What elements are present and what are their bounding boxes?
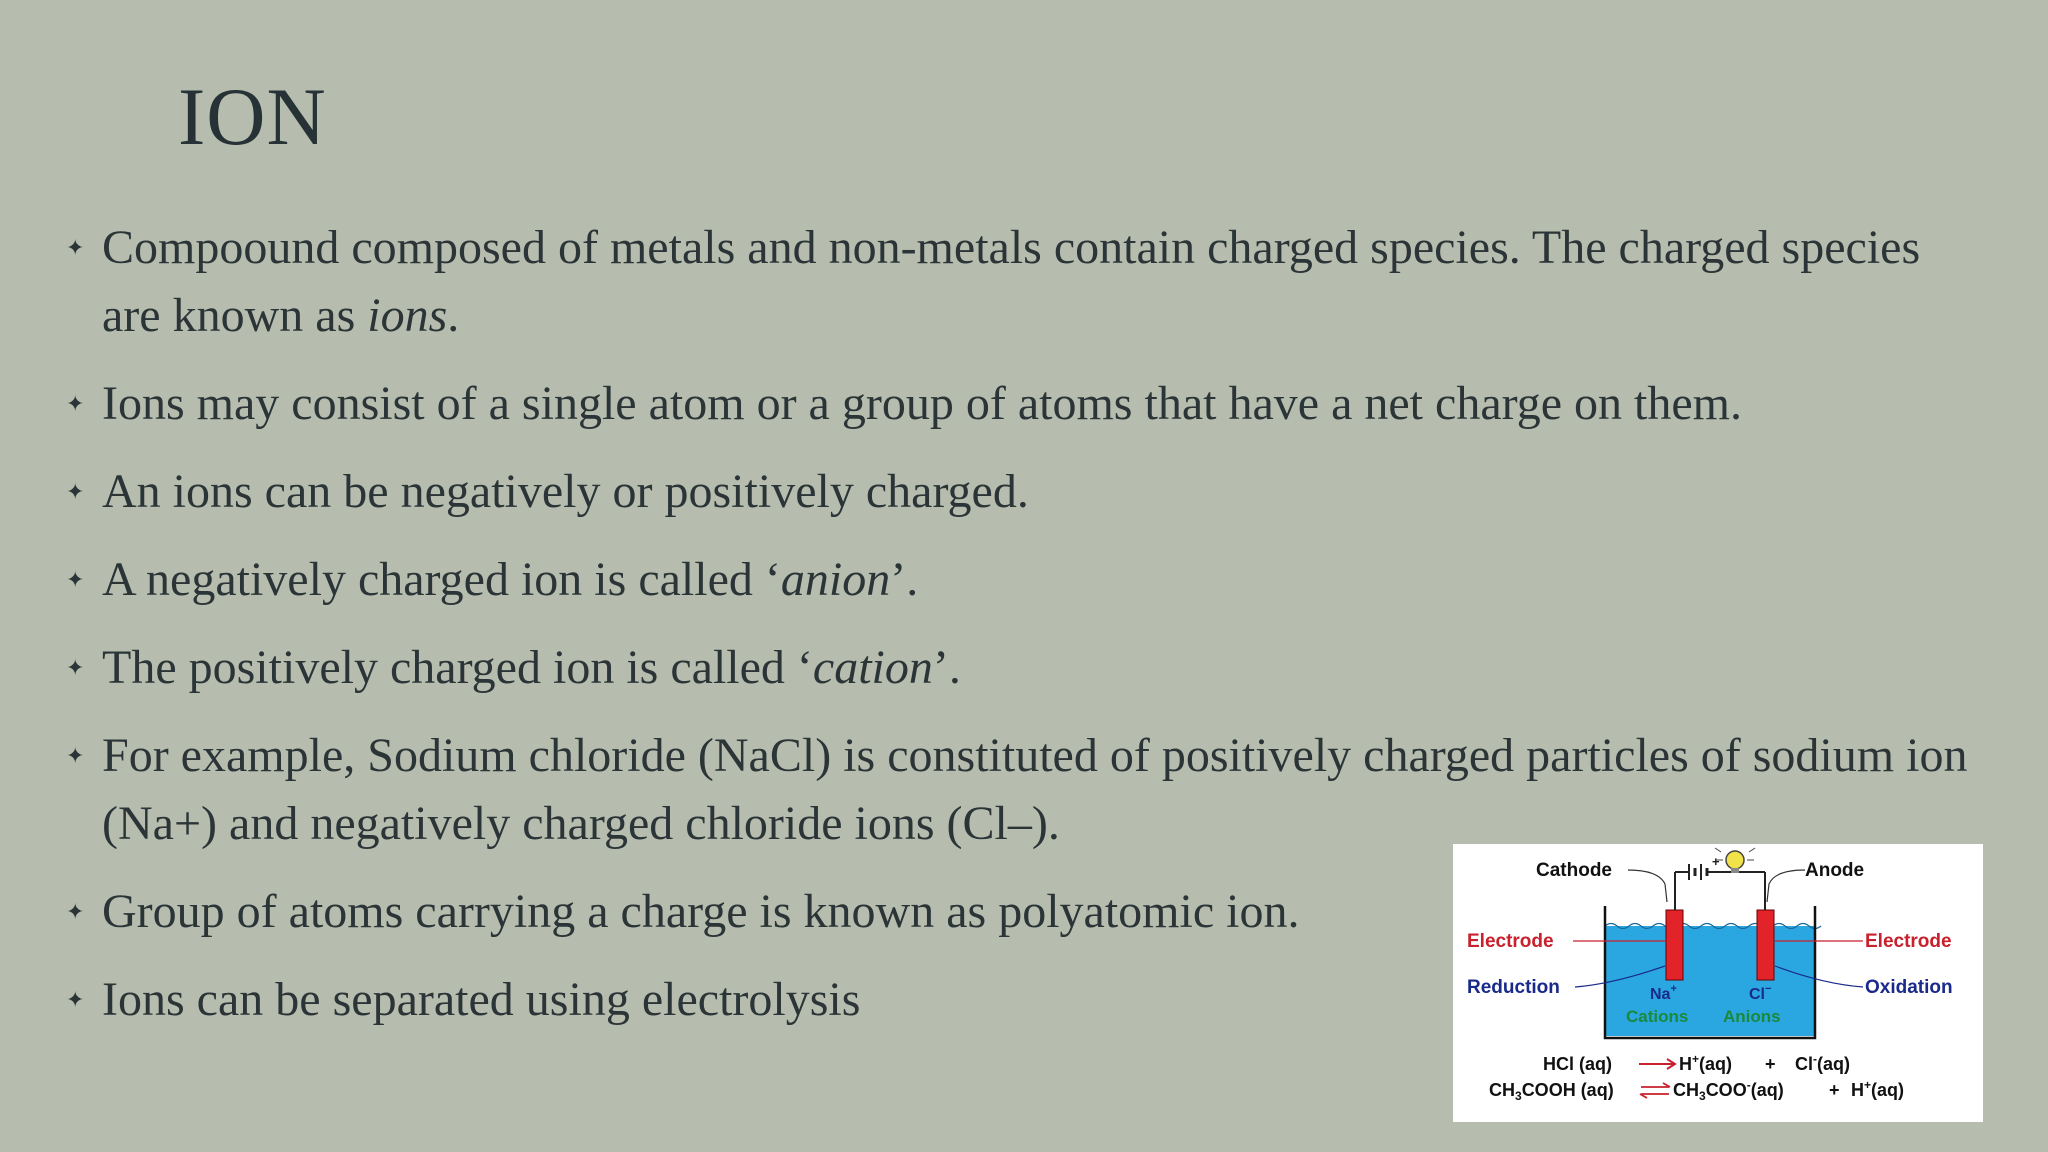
- bullet-dot-icon: ✦: [66, 391, 85, 416]
- bullet-item: [62, 214, 1982, 350]
- electrolysis-diagram: [1453, 844, 1983, 1122]
- equation-1-left: HCl (aq): [1543, 1054, 1612, 1074]
- anions-label: Anions: [1723, 1007, 1781, 1026]
- bullet-text: Ions can be separated using electrolysis: [102, 973, 861, 1026]
- equation-2-left: $CH_3COOH$ (aq): [1489, 1080, 1614, 1103]
- battery-icon: [1685, 854, 1721, 880]
- equation-1-right: H+(aq): [1679, 1052, 1733, 1074]
- bullet-text: Compoound composed of metals and non-metals contain charged species. The charged species are known as: [102, 221, 1921, 342]
- bullet-text-end: ’.: [890, 553, 919, 606]
- na-label: Na+: [1650, 983, 1677, 1003]
- oxidation-label: Oxidation: [1865, 977, 1953, 998]
- equation-1-chloride: Cl-(aq): [1795, 1052, 1850, 1074]
- bullet-text-end: .: [447, 289, 460, 342]
- anode-electrode: [1757, 910, 1774, 980]
- equation-2-right: $CH_3COO^-(aq)$: [1673, 1078, 1784, 1103]
- bullet-emphasis: cation: [812, 641, 933, 694]
- slide-title: ION: [178, 71, 327, 162]
- bullet-dot-icon: ✦: [66, 899, 85, 924]
- bullet-text-end: ’.: [932, 641, 961, 694]
- bullet-text: An ions can be negatively or positively charged.: [102, 465, 1029, 518]
- bullet-dot-icon: ✦: [66, 479, 85, 504]
- bullet-emphasis: anion: [780, 553, 891, 606]
- bullet-text: The positively charged ion is called ‘: [102, 641, 813, 694]
- bullet-dot-icon: ✦: [66, 655, 85, 680]
- cathode-electrode: [1666, 910, 1683, 980]
- equation-2-plus: +: [1829, 1080, 1840, 1100]
- equation-2-hydrogen: H+(aq): [1851, 1078, 1905, 1100]
- bullet-item: [62, 458, 1982, 526]
- bullet-item: [62, 722, 1982, 858]
- bullet-dot-icon: ✦: [66, 743, 85, 768]
- bullet-text: A negatively charged ion is called ‘: [102, 553, 781, 606]
- electrode-right-label: Electrode: [1865, 931, 1952, 952]
- electrode-left-label: Electrode: [1467, 931, 1554, 952]
- bullet-item: [62, 546, 1982, 614]
- bullet-dot-icon: ✦: [66, 235, 85, 260]
- svg-text:+: +: [1712, 854, 1720, 869]
- bullet-emphasis: ions: [367, 289, 448, 342]
- bullet-text: For example, Sodium chloride (NaCl) is constituted of positively charged particles of sodium ion (Na+) and negatively charged chloride ions (Cl–).: [102, 729, 1968, 850]
- bullet-item: [62, 634, 1982, 702]
- bullet-dot-icon: ✦: [66, 567, 85, 592]
- cl-label: Cl−: [1749, 983, 1772, 1003]
- bullet-text: Ions may consist of a single atom or a group of atoms that have a net charge on them.: [102, 377, 1743, 430]
- equation-1-plus: +: [1765, 1054, 1776, 1074]
- cathode-label: Cathode: [1536, 860, 1612, 881]
- bullet-item: [62, 370, 1982, 438]
- reduction-label: Reduction: [1467, 977, 1560, 998]
- anode-label: Anode: [1805, 860, 1865, 881]
- cations-label: Cations: [1626, 1007, 1689, 1026]
- bullet-dot-icon: ✦: [66, 987, 85, 1012]
- bulb-icon: [1715, 848, 1755, 873]
- bullet-text: Group of atoms carrying a charge is known as polyatomic ion.: [102, 885, 1300, 938]
